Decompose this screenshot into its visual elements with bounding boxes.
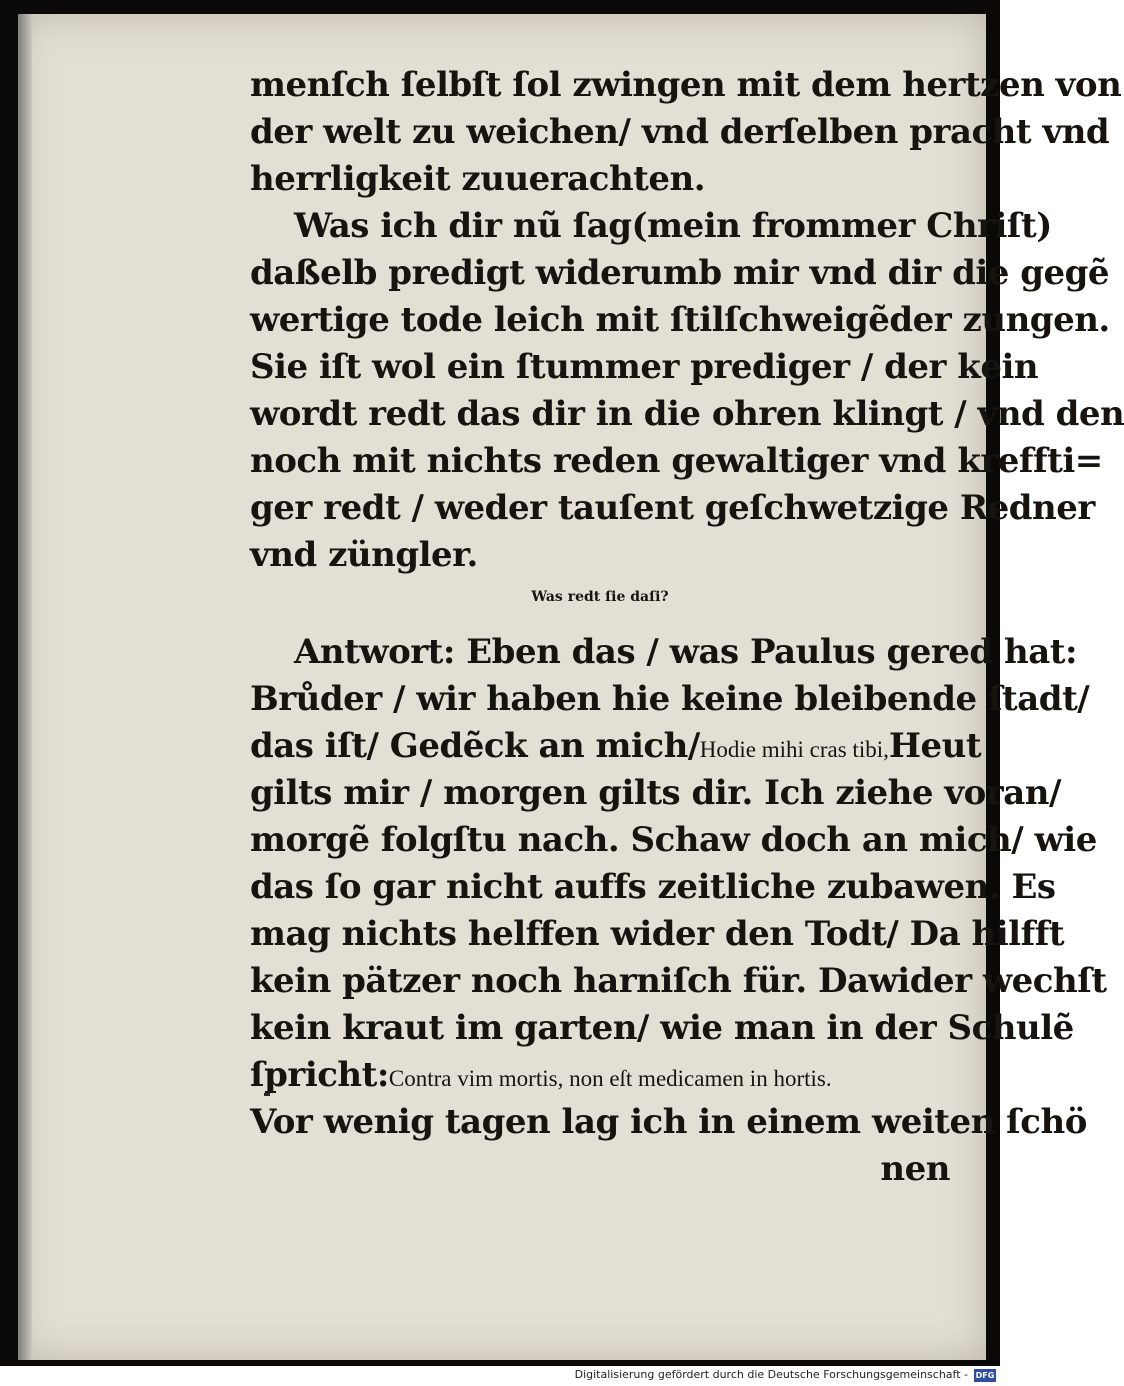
text-line: kein kraut im garten/ wie man in der Schulẽ bbox=[250, 1008, 1074, 1048]
text-line-latin-mixed bbox=[250, 723, 982, 770]
page-text bbox=[250, 62, 1124, 1193]
text-line: der welt zu weichen/ vnd derſelben pracht vnd bbox=[250, 112, 1110, 152]
text-line: Was ich dir nũ ſag(mein frommer Chriſt) bbox=[294, 206, 1052, 246]
text-line: mag nichts helffen wider den Todt/ Da hilfft bbox=[250, 914, 1065, 954]
text-line: menſch ſelbſt ſol zwingen mit dem hertzen von bbox=[250, 65, 1122, 105]
text-line: kein pätzer noch harniſch für. Dawider wechſt bbox=[250, 961, 1107, 1001]
marginal-heading: Was redt ſie daſi? bbox=[531, 589, 669, 605]
funding-notice: Digitalisierung gefördert durch die Deutsche Forschungsgemeinschaft - bbox=[574, 1368, 968, 1381]
latin-quote: Hodie mihi cras tibi, bbox=[699, 737, 889, 762]
text-line: morgẽ folgſtu nach. Schaw doch an mich/ wie bbox=[250, 820, 1097, 860]
footer-bar bbox=[0, 1366, 1000, 1386]
fraktur-text: ſpricht: bbox=[250, 1055, 389, 1095]
fraktur-text: Heut bbox=[888, 726, 982, 766]
text-line: das ſo gar nicht auffs zeitliche zubawen. Es bbox=[250, 867, 1056, 907]
catchword: nen bbox=[880, 1149, 950, 1189]
spacer bbox=[250, 615, 950, 629]
text-line-latin-mixed bbox=[250, 1052, 950, 1099]
text-line: herrligkeit zuuerachten. bbox=[250, 159, 706, 199]
text-line: Sie iſt wol ein ſtummer prediger / der kein bbox=[250, 347, 1039, 387]
text-line: daßelb predigt widerumb mir vnd dir die gegẽ bbox=[250, 253, 1110, 293]
text-line: wordt redt das dir in die ohren klingt / vnd den bbox=[250, 394, 1124, 434]
text-line: Antwort: Eben das / was Paulus gered hat: bbox=[294, 632, 1078, 672]
page-gutter bbox=[18, 14, 32, 1360]
dfg-logo-icon: DFG bbox=[975, 1371, 995, 1380]
text-line: Vor wenig tagen lag ich in einem weiten ſchö bbox=[250, 1102, 1087, 1142]
text-line: gilts mir / morgen gilts dir. Ich ziehe voran/ bbox=[250, 773, 1061, 813]
text-line: Brůder / wir haben hie keine bleibende ſtadt/ bbox=[250, 679, 1090, 719]
fraktur-text: das iſt/ Gedẽck an mich/ bbox=[250, 726, 700, 766]
text-line: vnd züngler. bbox=[250, 535, 478, 575]
text-line: ger redt / weder tauſent geſchwetzige Redner bbox=[250, 488, 1095, 528]
text-line: noch mit nichts reden gewaltiger vnd kreffti= bbox=[250, 441, 1103, 481]
text-line: wertige tode leich mit ſtilſchweigẽder zungen. bbox=[250, 300, 1110, 340]
latin-quote: Contra vim mortis, non eſt medicamen in hortis. bbox=[388, 1066, 832, 1091]
